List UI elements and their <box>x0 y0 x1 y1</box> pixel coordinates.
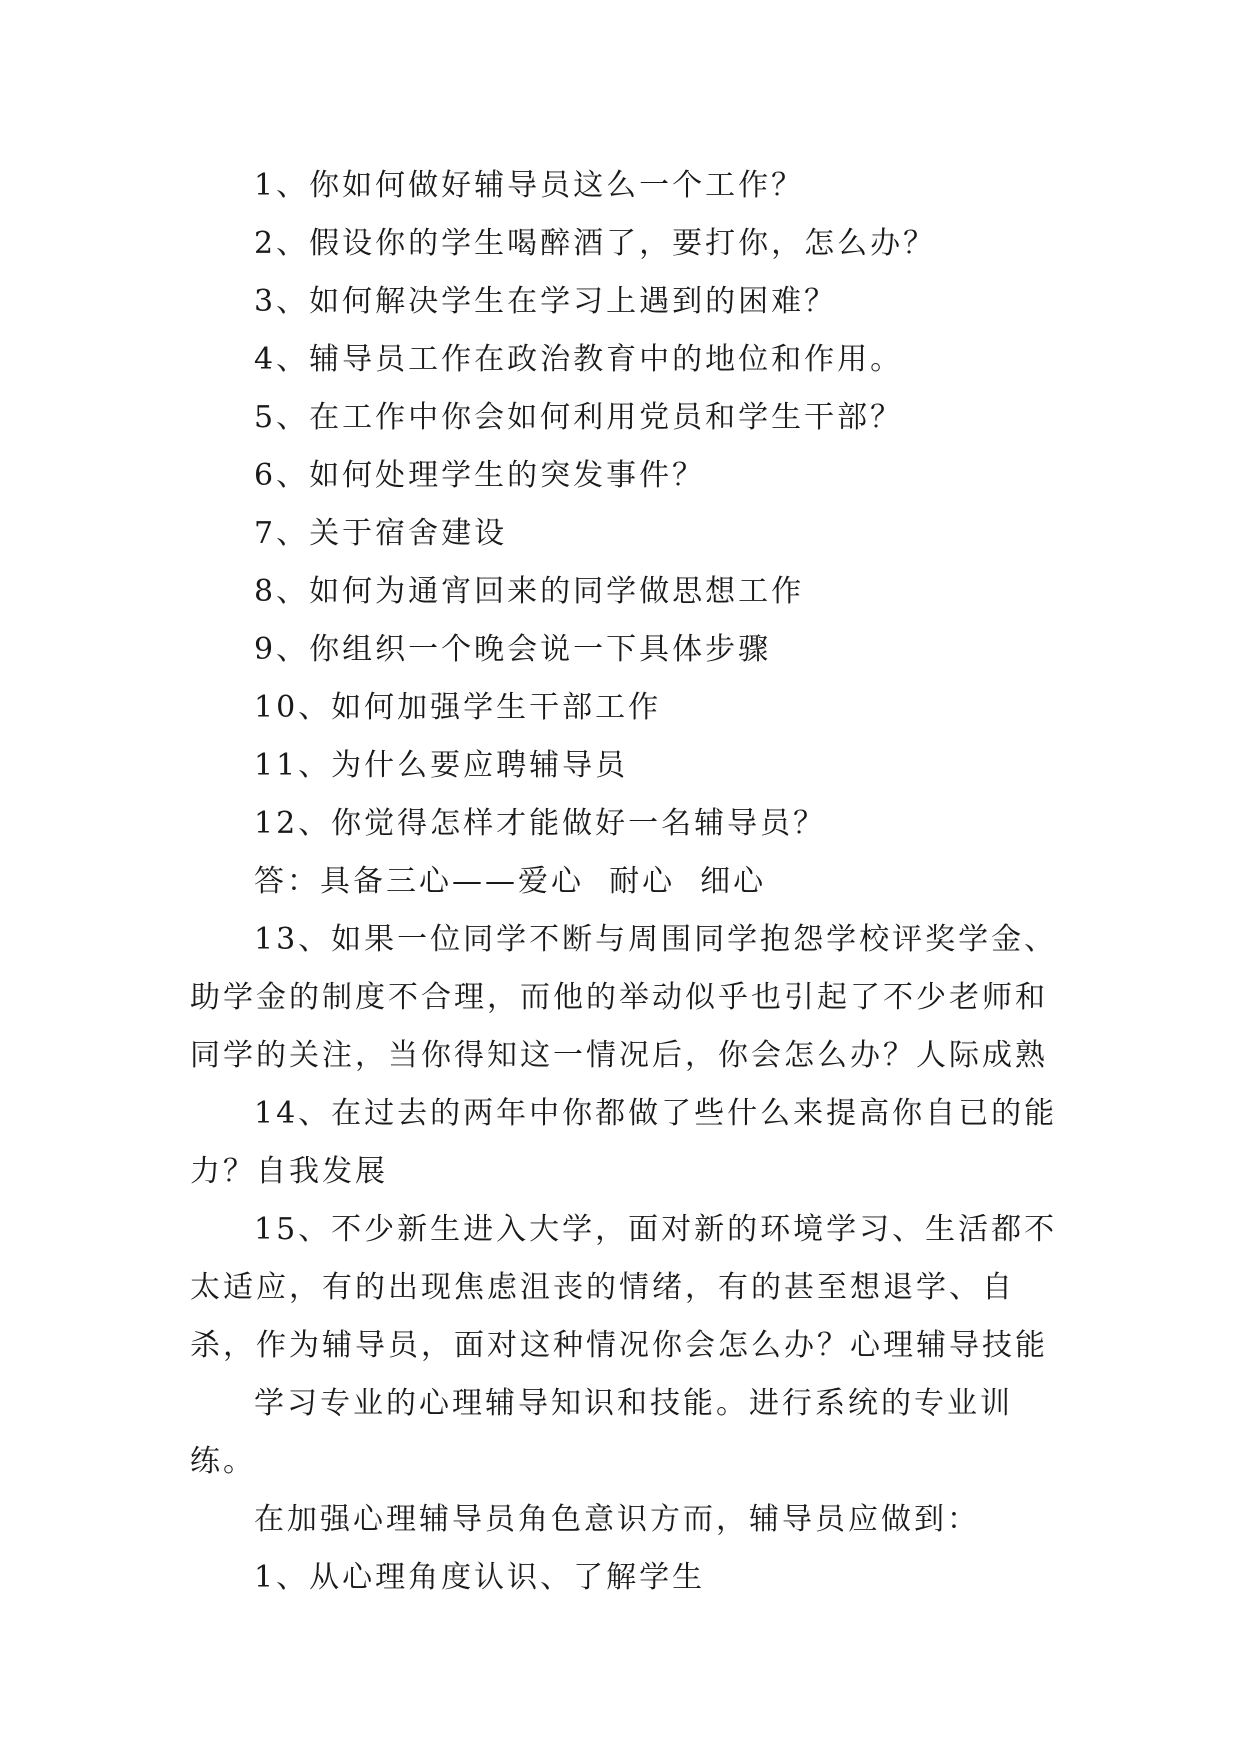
answer-12: 答：具备三心——爱心 耐心 细心 <box>254 864 767 899</box>
question-12: 12、你觉得怎样才能做好一名辅导员？ <box>254 806 827 841</box>
question-15: 15、不少新生进入大学，面对新的环境学习、生活都不太适应，有的出现焦虑沮丧的情绪，有的甚至想退学、自杀，作为辅导员，面对这种情况你会怎么办？心理辅导技能 <box>190 1212 1058 1363</box>
document-page <box>190 157 1060 1607</box>
question-8: 8、如何为通宵回来的同学做思想工作 <box>254 574 805 609</box>
answer-15-paragraph-2: 在加强心理辅导员角色意识方而，辅导员应做到： <box>254 1502 980 1537</box>
question-7: 7、关于宿舍建设 <box>254 516 508 551</box>
question-9: 9、你组织一个晚会说一下具体步骤 <box>254 632 772 667</box>
question-2: 2、假设你的学生喝醉酒了，要打你，怎么办？ <box>254 226 937 261</box>
question-10: 10、如何加强学生干部工作 <box>254 690 662 725</box>
question-6: 6、如何处理学生的突发事件？ <box>254 458 706 493</box>
answer-15-paragraph-1: 学习专业的心理辅导知识和技能。进行系统的专业训练。 <box>190 1386 1013 1479</box>
answer-15-point-1: 1、从心理角度认识、了解学生 <box>254 1560 706 1595</box>
question-5: 5、在工作中你会如何利用党员和学生干部？ <box>254 400 904 435</box>
question-4: 4、辅导员工作在政治教育中的地位和作用。 <box>254 342 904 377</box>
question-11: 11、为什么要应聘辅导员 <box>254 748 629 783</box>
question-1: 1、你如何做好辅导员这么一个工作？ <box>254 168 805 203</box>
question-13: 13、如果一位同学不断与周围同学抱怨学校评奖学金、助学金的制度不合理，而他的举动似乎也引起了不少老师和同学的关注，当你得知这一情况后，你会怎么办？人际成熟 <box>190 922 1058 1073</box>
question-3: 3、如何解决学生在学习上遇到的困难？ <box>254 284 838 319</box>
question-14: 14、在过去的两年中你都做了些什么来提高你自已的能力？自我发展 <box>190 1096 1058 1189</box>
